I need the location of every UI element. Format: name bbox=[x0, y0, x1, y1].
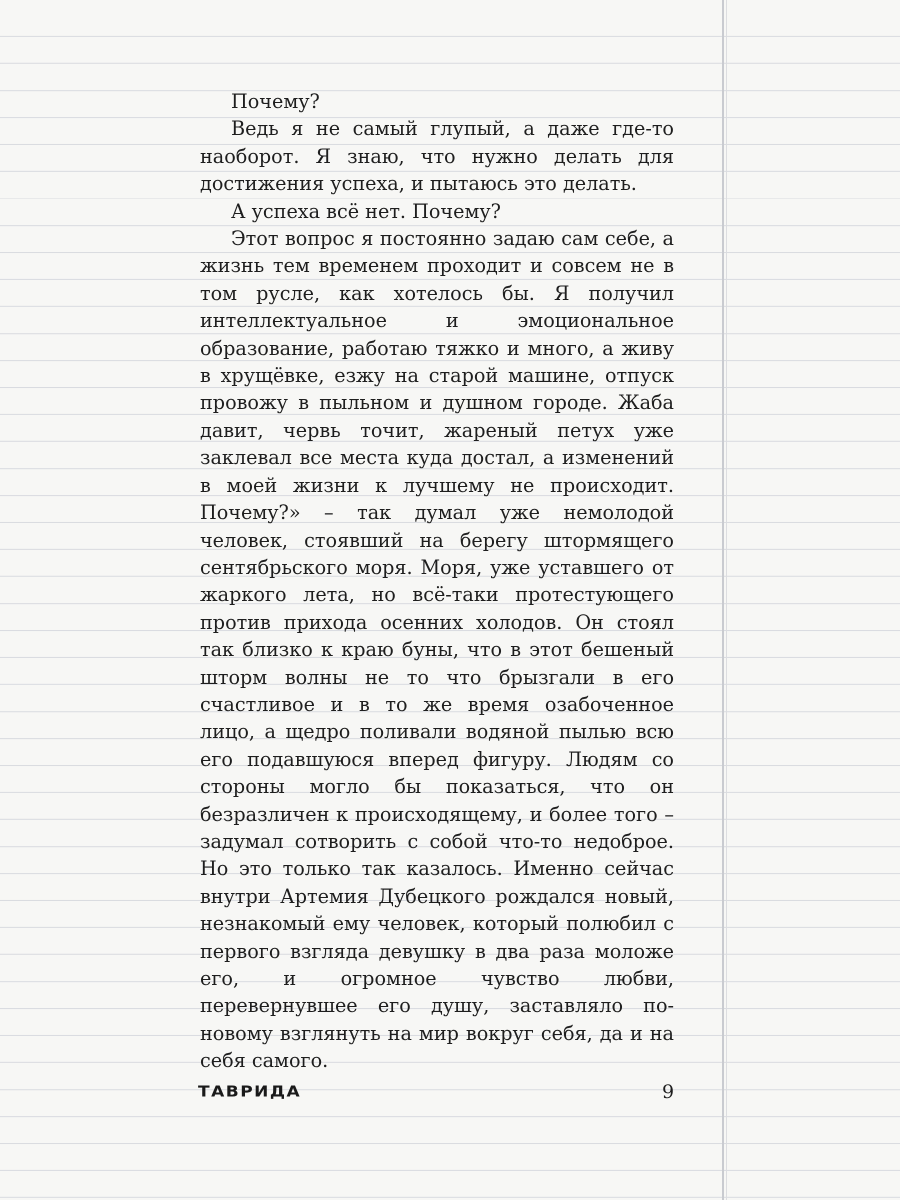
margin-line-secondary bbox=[726, 0, 727, 1200]
page-number: 9 bbox=[662, 1081, 675, 1103]
paragraph: Почему? bbox=[231, 90, 320, 113]
publisher-logo: ТАВРИДА bbox=[198, 1083, 302, 1101]
paragraph: А успеха всё нет. Почему? bbox=[231, 199, 501, 223]
page-body-text bbox=[200, 88, 674, 1075]
paragraph: Ведь я не самый глупый, а даже где-то наоборот. Я знаю, что нужно делать для достижения успеха, и пытаюсь это делать. bbox=[200, 117, 674, 196]
paragraph: Этот вопрос я постоянно задаю сам себе, а жизнь тем временем проходит и совсем не в том русле, как хотелось бы. Я получил интеллектуальное и эмоциональное образование, работаю тяжко и много, а живу в хрущёвке, езжу на старой машине, отпуск провожу в пыльном и душном городе. Жаба давит, червь точит, жареный петух уже заклевал все места куда достал, а изменений в моей жизни к лучшему не происходит. Почему?» – так думал уже немолодой человек, стоявший на берегу штормящего сентябрьского моря. Моря, уже уставшего от жаркого лета, но всё-таки протестующего против прихода осенних холодов. Он стоял так близко к краю буны, что в этот бешеный шторм волны не то что брызгали в его счастливое и в то же время озабоченное лицо, а щедро поливали водяной пылью всю его подавшуюся вперед фигуру. Людям со стороны могло бы показаться, что он безразличен к происходящему, и более того – задумал сотворить с собой что-то недоброе. Но это только так казалось. Именно сейчас внутри Артемия Дубецкого рождался новый, незнакомый ему человек, который полюбил с первого взгляда девушку в два раза моложе его, и огромное чувство любви, перевернувшее его душу, заставляло по-новому взглянуть на мир вокруг себя, да и на себя самого. bbox=[200, 227, 674, 1073]
margin-line bbox=[722, 0, 724, 1200]
